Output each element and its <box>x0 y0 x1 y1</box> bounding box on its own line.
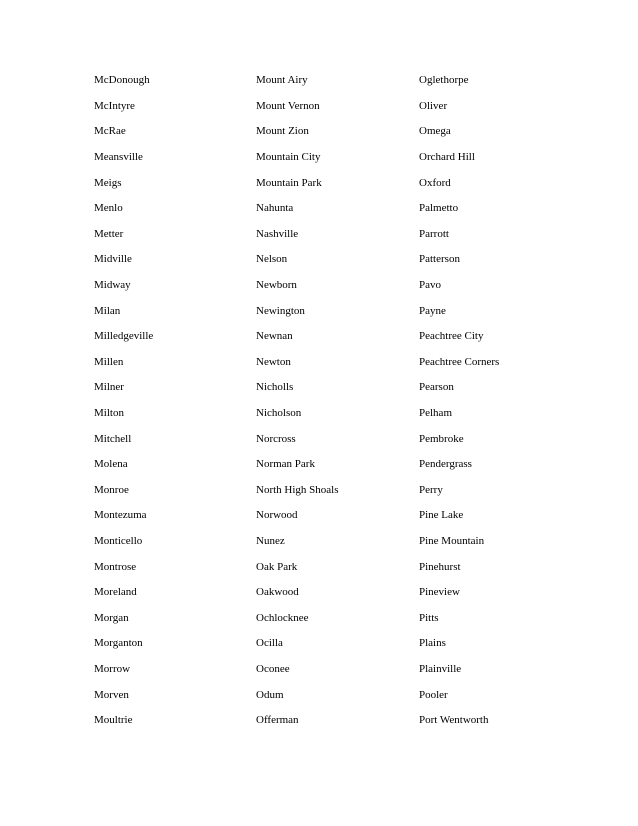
table-row <box>94 375 594 401</box>
table-row <box>94 708 594 734</box>
table-cell: Perry <box>419 483 443 496</box>
table-cell: Orchard Hill <box>419 151 475 164</box>
table-row <box>94 196 594 222</box>
table-row <box>94 529 594 555</box>
table-cell: Palmetto <box>419 202 459 215</box>
table-cell: Mount Zion <box>256 125 309 138</box>
table-cell: Midway <box>94 279 131 292</box>
table-cell: Newington <box>256 304 305 317</box>
table-row <box>94 554 594 580</box>
table-cell: Port Wentworth <box>419 714 489 727</box>
table-cell: Metter <box>94 227 124 240</box>
table-cell: Milan <box>94 304 121 317</box>
table-cell: Norwood <box>256 509 298 522</box>
table-cell: Parrott <box>419 227 449 240</box>
table-cell: Monroe <box>94 483 129 496</box>
table-cell: Newnan <box>256 330 293 343</box>
table-cell: Newborn <box>256 279 297 292</box>
table-cell: Montrose <box>94 560 137 573</box>
table-row <box>94 657 594 683</box>
table-cell: Moultrie <box>94 714 133 727</box>
table-cell: Oxford <box>419 176 451 189</box>
table-cell: Pine Lake <box>419 509 464 522</box>
table-cell: Meansville <box>94 151 143 164</box>
table-cell: Pooler <box>419 688 448 701</box>
table-cell: Nunez <box>256 534 285 547</box>
table-cell: Pelham <box>419 407 452 420</box>
table-row <box>94 324 594 350</box>
table-row <box>94 631 594 657</box>
table-cell: Oak Park <box>256 560 298 573</box>
table-cell: Peachtree City <box>419 330 484 343</box>
table-body <box>94 68 594 733</box>
table-row <box>94 580 594 606</box>
table-row <box>94 222 594 248</box>
table-cell: Ocilla <box>256 637 283 650</box>
table-cell: Milton <box>94 407 124 420</box>
table-cell: Pendergrass <box>419 458 472 471</box>
table-cell: Menlo <box>94 202 123 215</box>
table-cell: Pitts <box>419 611 439 624</box>
table-row <box>94 94 594 120</box>
table-cell: Nicholls <box>256 381 294 394</box>
table-cell: Norcross <box>256 432 296 445</box>
table-cell: McRae <box>94 125 126 138</box>
table-row <box>94 145 594 171</box>
table-cell: Nelson <box>256 253 288 266</box>
table-cell: Pineview <box>419 586 460 599</box>
table-cell: Patterson <box>419 253 460 266</box>
table-cell: Mount Vernon <box>256 99 320 112</box>
table-row <box>94 247 594 273</box>
table-cell: Morrow <box>94 662 131 675</box>
table-cell: Mountain City <box>256 151 321 164</box>
table-row <box>94 68 594 94</box>
table-cell: Norman Park <box>256 458 315 471</box>
table-row <box>94 273 594 299</box>
table-cell: Millen <box>94 355 124 368</box>
table-row <box>94 478 594 504</box>
table-row <box>94 119 594 145</box>
table-cell: Molena <box>94 458 128 471</box>
table-cell: North High Shoals <box>256 483 339 496</box>
table-cell: Nashville <box>256 227 299 240</box>
table-cell: Pavo <box>419 279 441 292</box>
table-row <box>94 452 594 478</box>
table-row <box>94 350 594 376</box>
table-cell: Oglethorpe <box>419 74 469 87</box>
table-row <box>94 503 594 529</box>
table-row <box>94 170 594 196</box>
table-cell: Milner <box>94 381 124 394</box>
table-cell: Oakwood <box>256 586 299 599</box>
table-cell: Plains <box>419 637 446 650</box>
table-cell: Oconee <box>256 662 290 675</box>
table-cell: Offerman <box>256 714 299 727</box>
table-cell: Odum <box>256 688 284 701</box>
table-cell: Nahunta <box>256 202 294 215</box>
table-row <box>94 401 594 427</box>
table-cell: Monticello <box>94 534 143 547</box>
table-cell: Omega <box>419 125 451 138</box>
table-cell: Pearson <box>419 381 454 394</box>
table-cell: Pinehurst <box>419 560 461 573</box>
table-cell: Pembroke <box>419 432 464 445</box>
table-cell: Morgan <box>94 611 129 624</box>
table-cell: Peachtree Corners <box>419 355 500 368</box>
table-row <box>94 426 594 452</box>
table-row <box>94 298 594 324</box>
table-cell: Ochlocknee <box>256 611 309 624</box>
table-cell: Oliver <box>419 99 448 112</box>
table-cell: Pine Mountain <box>419 534 485 547</box>
table-cell: Mitchell <box>94 432 132 445</box>
table-cell: Plainville <box>419 662 462 675</box>
city-name-table <box>94 68 594 733</box>
table-cell: McDonough <box>94 74 150 87</box>
table-cell: McIntyre <box>94 99 135 112</box>
table-cell: Morven <box>94 688 129 701</box>
table-cell: Newton <box>256 355 291 368</box>
table-cell: Payne <box>419 304 446 317</box>
table-cell: Milledgeville <box>94 330 154 343</box>
table-cell: Meigs <box>94 176 122 189</box>
table-cell: Mount Airy <box>256 74 308 87</box>
table-cell: Moreland <box>94 586 137 599</box>
table-row <box>94 682 594 708</box>
table-cell: Nicholson <box>256 407 302 420</box>
table-cell: Midville <box>94 253 132 266</box>
table-cell: Montezuma <box>94 509 147 522</box>
table-cell: Morganton <box>94 637 143 650</box>
table-row <box>94 605 594 631</box>
table-cell: Mountain Park <box>256 176 322 189</box>
